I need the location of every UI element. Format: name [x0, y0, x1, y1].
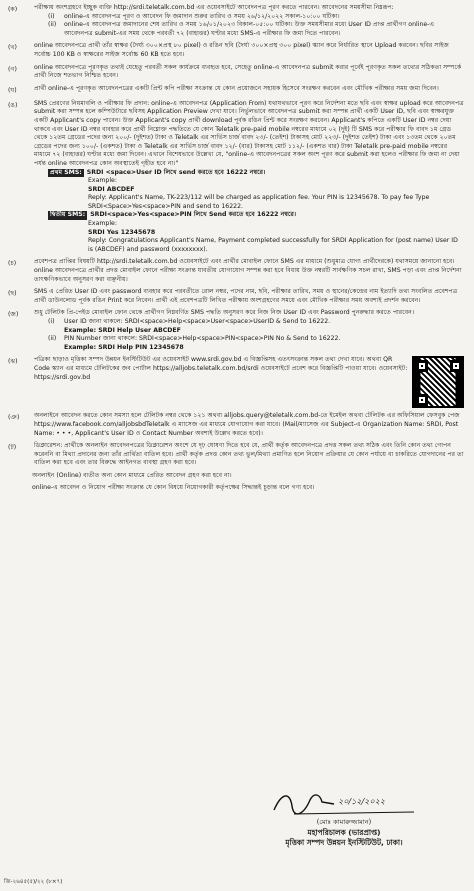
print-code: জি-২৬৪৫(৫)/২২ (৮×৭)	[4, 879, 63, 885]
sms-example	[88, 220, 464, 254]
sub-item-text: online-এ আবেদনপত্র পূরণ ও আবেদন ফি জমাদান শুরুর তারিখ ও সময় ২৬/১২/২০২২ সকাল-১০:০০ ঘটিকা।	[64, 12, 340, 20]
sub-item-number: (i)	[48, 12, 55, 20]
sms-tag: দ্বিতীয় SMS:	[50, 211, 86, 219]
item-text: অনলাইনে আবেদন করতে কোন সমস্যা হলে টেলিটক নম্বর থেকে ১২১ অথবা alljobs.query@teletalk.com.bd-তে ইমেইল অথবা টেলিটক এর অফিসিয়াল ফেসবুক পেজ https://www.facebook.com/alljobsbdTeletalk এ ম্যাসেজ এর মাধ্যমে যোগাযোগ করা যাবে। (Mail/ম্যাসেজ এর Subject-এ Organization Name: SRDI, Post Name: • • •, Applicant's User ID ও Contact Number অবশ্যই উল্লেখ করতে হবে)।	[34, 412, 460, 437]
item-number: (গ)	[8, 65, 17, 73]
sms-tag: প্রথম SMS:	[50, 168, 82, 176]
signature-date: ২০/১২/২০২২	[338, 797, 385, 806]
item-number: (ঘ)	[8, 86, 17, 94]
item-text: শুধু টেলিটক প্রি-পেইড মোবাইল ফোন থেকে প্রার্থীগণ নিম্নবর্ণিত SMS পদ্ধতি অনুসরণ করে নিজ নিজ User ID এবং Password পুনরুদ্ধার করতে পারবেন।	[34, 309, 415, 317]
sub-item-number: (i)	[48, 318, 55, 325]
sms-example	[88, 177, 464, 211]
item-text: ডিক্লারেশন: প্রার্থীকে অনলাইন আবেদনপত্রের ডিক্লারেশন অংশে যে দৃঢ় ঘোষণা দিতে হবে যে, প্রার্থী কর্তৃক আবেদনপত্রে প্রদত্ত সকল তথ্য সঠিক এবং তিনি কোন তথ্য গোপন করেননি বা মিথ্যা প্রদানের জন্য তাঁর প্রার্থিতা বাতিল হবে। প্রার্থী কর্তৃক প্রদত্ত কোন তথ্য ভুল/মিথ্যা প্রমাণিত হলে নিয়োগ প্রক্রিয়ার যে কোন পর্যায়ে বা চাকরিতে যোগদানের পর তা বাতিল করা হবে এবং তার বিরুদ্ধে আইনগত ব্যবস্থা গ্রহণ করা হবে।	[34, 442, 464, 467]
sub-item-example: Example: SRDI Help PIN 12345678	[64, 343, 184, 351]
qr-finder-pattern	[416, 360, 428, 372]
qr-finder-pattern	[450, 360, 462, 372]
sub-item-body	[64, 335, 464, 352]
list-item	[6, 42, 464, 59]
item-number: (ঝ)	[8, 358, 18, 366]
signature-block	[254, 788, 434, 848]
list-item	[6, 64, 464, 81]
item-number: (ঞ)	[8, 414, 20, 422]
list-item	[6, 85, 464, 96]
sub-item	[48, 13, 464, 22]
sms-instruction	[48, 169, 464, 212]
item-body	[34, 4, 464, 38]
sub-item-text: PIN Number জানা থাকলে: SRDI<space>Help<space>PIN<space>PIN No & Send to 16222.	[64, 335, 341, 343]
sms-example-value: SRDI Yes 12345678	[88, 228, 156, 236]
item-body	[34, 100, 464, 255]
item-body	[34, 288, 464, 305]
item-number: (চ)	[8, 260, 17, 268]
sub-item-body	[64, 318, 464, 335]
sms-command-line	[48, 169, 464, 178]
item-text: SMS এ প্রেরিত User ID এবং password ব্যবহার করে পরবর্তীতে রোল নম্বর, পদের নাম, ছবি, পরীক্ষার তারিখ, সময় ও স্থানের/কেন্দ্রের নাম ইত্যাদি তথ্য সংবলিত প্রবেশপত্র প্রার্থী ডাউনলোড পূর্বক রঙিন Print করে নিবেন। প্রার্থী এই প্রবেশপত্রটি লিখিত পরীক্ষায় অংশগ্রহণের সময়ে এবং মৌখিক পরীক্ষার সময় অবশ্যই প্রদর্শন করবেন।	[34, 288, 458, 304]
sub-item-number: (ii)	[48, 335, 57, 343]
item-text: প্রবেশপত্র প্রাপ্তির বিষয়টি http://srdi.teletalk.com.bd ওয়েবসাইটে এবং প্রার্থীর মোবাইল ফোনে SMS এর মাধ্যমে (শুধুমাত্র যোগ্য প্রার্থীদেরকে) যথাসময়ে জানানো হবে। online আবেদনপত্রে প্রার্থীর প্রদত্ত মোবাইল ফোনে পরীক্ষা সংক্রান্ত যাবতীয় যোগাযোগ সম্পন্ন করা হবে বিধায় উক্ত নম্বরটি সার্বক্ষণিক সচল রাখা, SMS পড়া এবং প্রাপ্ত নির্দেশনা তাৎক্ষণিকভাবে অনুসরণ করা বাঞ্ছনীয়।	[34, 258, 462, 283]
sub-item	[48, 318, 464, 335]
instruction-list	[6, 4, 464, 468]
item-number: (খ)	[8, 44, 17, 52]
list-item	[6, 258, 464, 284]
item-body	[34, 258, 464, 284]
qr-code	[412, 356, 464, 408]
signatory-name: (মোঃ কামারুজ্জামান)	[316, 818, 372, 826]
list-item	[6, 100, 464, 255]
item-body	[34, 356, 408, 382]
sms-command: SRDI<space>Yes<space>PIN লিখে Send করতে হবে 16222 নম্বরে।	[90, 211, 297, 219]
item-number: (ক)	[8, 6, 18, 13]
notes-list	[6, 472, 464, 492]
sub-item	[48, 335, 464, 352]
item-body	[34, 309, 464, 352]
item-body	[34, 85, 464, 94]
item-text: পরীক্ষায় অংশগ্রহণে ইচ্ছুক ব্যক্তি http://srdi.teletalk.com.bd এর ওয়েবসাইটে আবেদনপত্র পূরণ করতে পারবেন। আবেদনের সময়সীমা নিম্নরূপ:	[34, 4, 394, 11]
item-number: (ট)	[8, 444, 17, 452]
item-body	[34, 412, 464, 438]
signatory-designation: মহাপরিচালক (ভারপ্রাপ্ত)	[307, 827, 381, 837]
sms-example-value: SRDI ABCDEF	[88, 185, 135, 193]
sub-item-body	[64, 13, 464, 22]
list-item	[6, 309, 464, 352]
sub-item-text: online-এ আবেদনপত্র জমাদানের শেষ তারিখ ও সময় ১৬/০১/২০২৩ বিকাল-০৫:০০ ঘটিকা। উক্ত সময়সীমার মধ্যে User ID প্রাপ্ত প্রার্থীগণ online-এ আবেদনপত্র submit-এর সময় থেকে পরবর্তী ৭২ (বাহাত্তর) ঘণ্টার মধ্যে SMS-এ পরীক্ষার ফি জমা দিতে পারবেন।	[64, 21, 435, 37]
sub-item-number: (ii)	[48, 21, 57, 29]
item-number: (জ)	[8, 311, 19, 319]
sms-reply: Reply: Congratulations Applicant's Name, Payment completed successfully for SRDI Application for (post name) User ID is (ABCDEF) and password (xxxxxxxx).	[88, 237, 458, 253]
sub-item-text: User ID জানা থাকলে: SRDI<space>Help<space>User<space>UserID & Send to 16222.	[64, 318, 331, 325]
item-text: পত্রিকা ছাড়াও মৃত্তিকা সম্পদ উন্নয়ন ইনস্টিটিউট এর ওয়েবসাইট www.srdi.gov.bd এ বিজ্ঞপ্তিসহ এতৎসংক্রান্ত সকল তথ্য দেখা যাবে। অথবা QR Code স্ক্যান এর মাধ্যমে টেলিটকের জব পোর্টাল https://alljobs.teletalk.com.bd/srdi ওয়েবসাইটে প্রবেশ করে বিজ্ঞপ্তিটি পাওয়া যাবে। ওয়েবসাইট: https://srdi.gov.bd	[34, 356, 408, 381]
sms-command: SRDI <space>User ID লিখে send করতে হবে 16222 নম্বরে।	[86, 168, 266, 176]
item-text: online আবেদনপত্রে পূরণকৃত তথ্যই যেহেতু পরবর্তী সকল কার্যক্রমে ব্যবহৃত হবে, সেহেতু online-এ আবেদনপত্র submit করার পূর্বেই পূরণকৃত সকল তথ্যের সঠিকতা সম্পর্কে প্রার্থী নিজে শতভাগ নিশ্চিত হবেন।	[34, 63, 462, 80]
list-item	[6, 4, 464, 38]
sms-example-label: Example:	[88, 177, 117, 185]
note-line: অনলাইন (Online) ব্যতীত অন্য কোন মাধ্যমে প্রেরিত আবেদন গ্রহণ করা হবে না।	[32, 471, 232, 479]
note-line: online-এ আবেদন ও নিয়োগ পরীক্ষা সংক্রান্ত যে কোন বিষয়ে নিয়োগকারী কর্তৃপক্ষের সিদ্ধান্তই চূড়ান্ত বলে গণ্য হবে।	[32, 483, 315, 491]
handwritten-signature	[254, 788, 434, 818]
sub-item-example: Example: SRDI Help User ABCDEF	[64, 326, 181, 334]
sms-reply: Reply: Applicant's Name, TK-223/112 will be charged as application fee. Your PIN is 12345678. To pay fee Type SRDI<Space>Yes<space>PIN and send to 16222.	[88, 194, 430, 210]
list-item	[6, 442, 464, 468]
list-item	[6, 412, 464, 438]
item-body	[34, 42, 464, 59]
sms-example-label: Example:	[88, 220, 117, 228]
organization-name: মৃত্তিকা সম্পদ উন্নয়ন ইনস্টিটিউট, ঢাকা।	[285, 837, 403, 847]
qr-finder-pattern	[416, 394, 428, 406]
sms-instruction	[48, 211, 464, 254]
item-text: প্রার্থী online-এ পূরণকৃত আবেদনপত্রের একটি প্রিন্ট কপি পরীক্ষা সংক্রান্ত যে কোন প্রয়োজনে সহায়ক হিসেবে সংরক্ষণ করবেন এবং মৌখিক পরীক্ষার সময় জমা দিবেন।	[34, 84, 439, 92]
list-item	[6, 288, 464, 305]
item-number: (ঙ)	[8, 101, 18, 109]
list-item	[6, 356, 464, 408]
sub-item	[48, 21, 464, 38]
sms-command-line	[48, 211, 464, 220]
item-body	[34, 442, 464, 468]
item-body	[34, 64, 464, 81]
item-text: SMS প্রেরণের নিয়মাবলি ও পরীক্ষার ফি প্রদান: online-এ আবেদনপত্র (Application From) যথাযথভাবে পূরণ করে নির্দেশনা মতে ছবি এবং স্বাক্ষর upload করে আবেদনপত্র submit করা সম্পন্ন হলে কম্পিউটারে ছবিসহ Application Preview দেখা যাবে। নির্ভুলভাবে আবেদনপত্র submit করা সম্পন্ন প্রার্থী একটি User ID, ছবি এবং স্বাক্ষরযুক্ত একটি Applicant's copy পাবেন। উক্ত Applicant's copy প্রার্থী download পূর্বক রঙিন প্রিন্ট করে সংরক্ষণ করবেন। Applicant's কপিতে একটি User ID নম্বর দেয়া থাকবে এবং User ID নম্বর ব্যবহার করে প্রার্থী নিম্নোক্ত পদ্ধতিতে যে কোন Teletalk pre-paid mobile নম্বরের মাধ্যমে ০২ (দুই) টি SMS করে পরীক্ষার ফি বাবদ ১ম গ্রেড থেকে ১২তম গ্রেডের পদের জন্য ২০০/- (দুইশত) টাকা ও Teletalk এর সার্ভিস চার্জ বাবদ ২৩/- (তেইশ) টাকাসহ মোট ২২৩/- (দুইশত তেইশ) টাকা এবং ১৩তম থেকে ২০তম গ্রেডের পদের জন্য ১০০/- (একশত) টাকা ও Teletalk এর সার্ভিস চার্জ বাবদ ১২/- (বার) টাকাসহ মোট ১১২/- (একশত বার) টাকা Teletalk pre-paid mobile নম্বরের মাধ্যমে ৭২ (বাহাত্তর) ঘণ্টার মধ্যে জমা দিবেন। এখানে বিশেষভাবে উল্লেখ্য যে, "online-এ আবেদনপত্রের সকল অংশ পূরণ করে submit করা হলেও পরীক্ষার ফি জমা না দেয়া পর্যন্ত online আবেদনপত্র কোন অবস্থাতেই গৃহীত হবে না।"	[34, 99, 464, 167]
item-number: (ছ)	[8, 290, 17, 298]
sub-item-body	[64, 21, 464, 38]
item-text: online আবেদনপত্রে প্রার্থী তাঁর স্বাক্ষর (দৈর্ঘ্য ৩০০×প্রস্থ ৮০ pixel) ও রঙিন ছবি (দৈর্ঘ্য ৩০০×প্রস্থ ৩০০ pixel) স্ক্যান করে নির্ধারিত স্থানে Upload করবেন। ছবির সাইজ সর্বোচ্চ 100 KB ও স্বাক্ষরের সাইজ সর্বোচ্চ 60 KB হতে হবে।	[34, 42, 449, 58]
